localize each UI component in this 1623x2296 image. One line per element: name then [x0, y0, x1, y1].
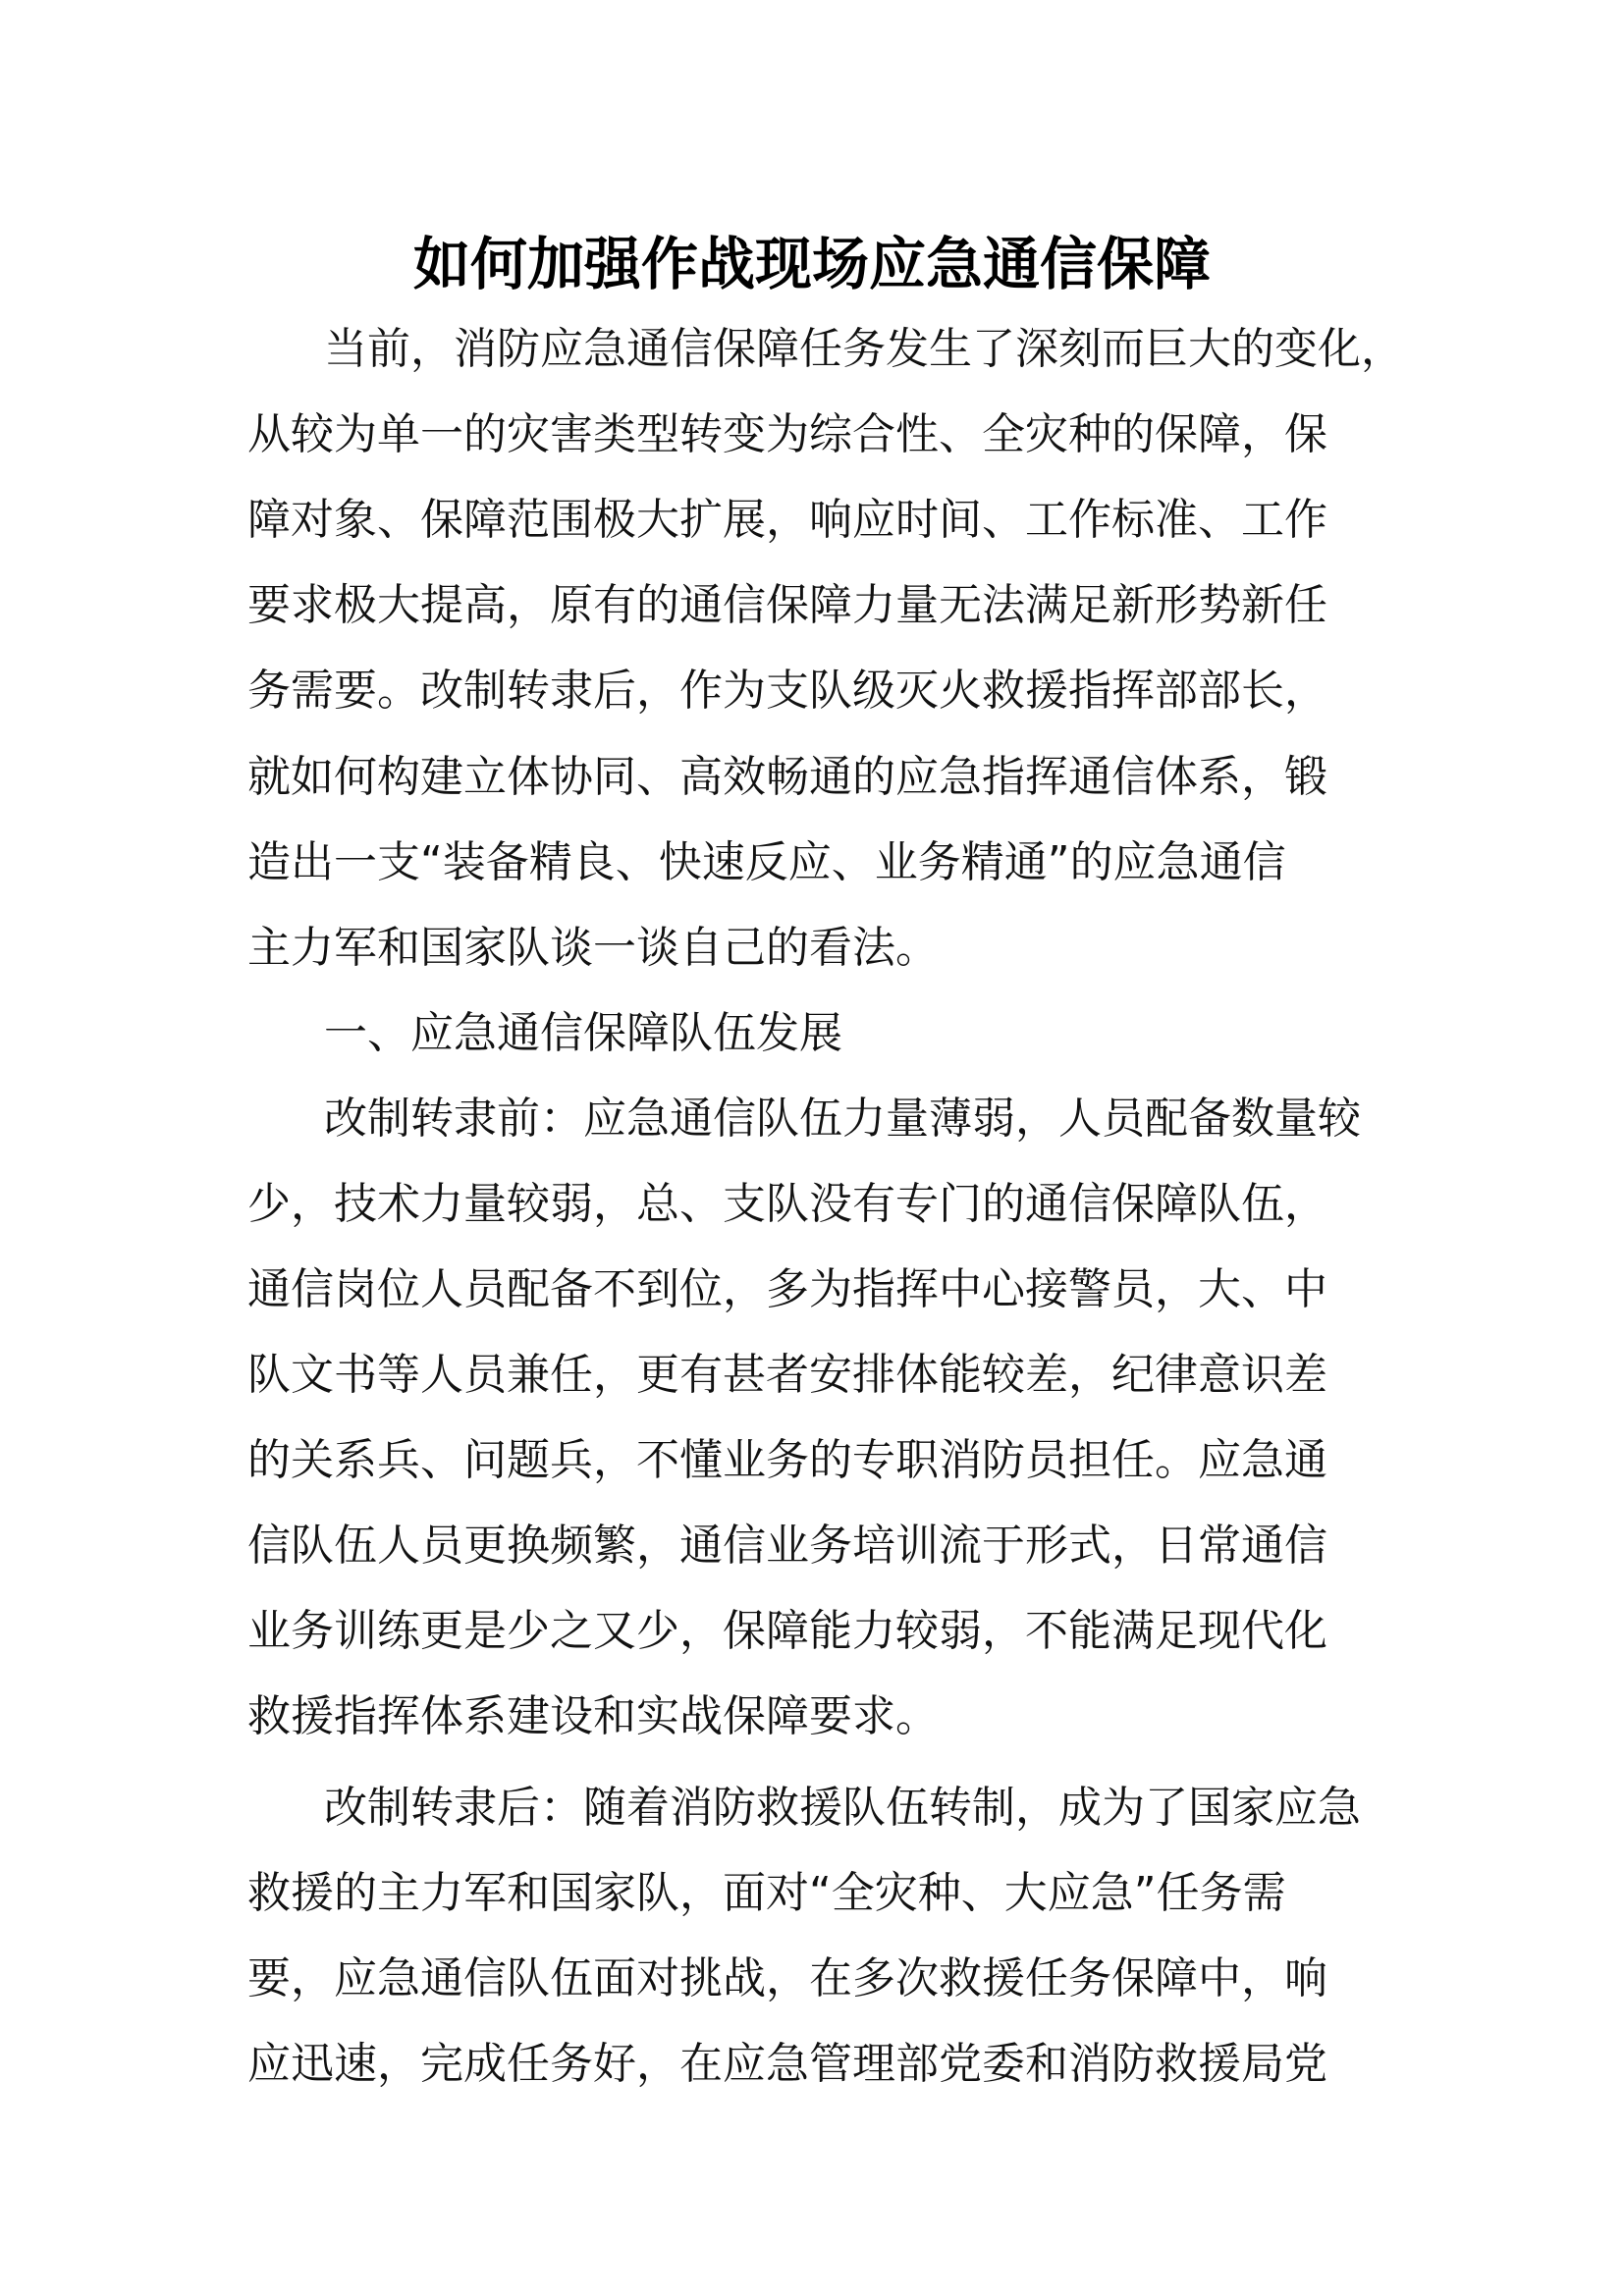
text-line: 少，技术力量较弱，总、支队没有专门的通信保障队伍，	[247, 1179, 1327, 1229]
text-line: 改制转隶后：随着消防救援队伍转制，成为了国家应急	[324, 1783, 1361, 1833]
document-title: 如何加强作战现场应急通信保障	[412, 231, 1211, 297]
text-line: 务需要。改制转隶后，作为支队级灭火救援指挥部部长，	[247, 666, 1327, 716]
text-line: 障对象、保障范围极大扩展，响应时间、工作标准、工作	[247, 495, 1327, 545]
text-line: 就如何构建立体协同、高效畅通的应急指挥通信体系，锻	[247, 752, 1327, 802]
text-line: 当前，消防应急通信保障任务发生了深刻而巨大的变化，	[324, 324, 1404, 374]
text-line: 救援的主力军和国家队，面对“全灾种、大应急”任务需	[247, 1868, 1286, 1918]
text-line: 从较为单一的灾害类型转变为综合性、全灾种的保障，保	[247, 409, 1327, 459]
text-line: 的关系兵、问题兵，不懂业务的专职消防员担任。应急通	[247, 1435, 1327, 1485]
text-line: 业务训练更是少之又少，保障能力较弱，不能满足现代化	[247, 1606, 1327, 1656]
text-line: 要求极大提高，原有的通信保障力量无法满足新形势新任	[247, 580, 1327, 630]
text-line: 救援指挥体系建设和实战保障要求。	[247, 1691, 939, 1741]
text-line: 要，应急通信队伍面对挑战，在多次救援任务保障中，响	[247, 1953, 1327, 2003]
text-line: 信队伍人员更换频繁，通信业务培训流于形式，日常通信	[247, 1521, 1327, 1571]
text-line: 通信岗位人员配备不到位，多为指挥中心接警员，大、中	[247, 1264, 1327, 1314]
section-heading: 一、应急通信保障队伍发展	[324, 1008, 842, 1058]
text-line: 主力军和国家队谈一谈自己的看法。	[247, 923, 939, 973]
text-line: 应迅速，完成任务好，在应急管理部党委和消防救援局党	[247, 2039, 1327, 2089]
text-line: 造出一支“装备精良、快速反应、业务精通”的应急通信	[247, 837, 1286, 887]
text-line: 队文书等人员兼任，更有甚者安排体能较差，纪律意识差	[247, 1350, 1327, 1400]
text-line: 改制转隶前：应急通信队伍力量薄弱，人员配备数量较	[324, 1094, 1361, 1144]
